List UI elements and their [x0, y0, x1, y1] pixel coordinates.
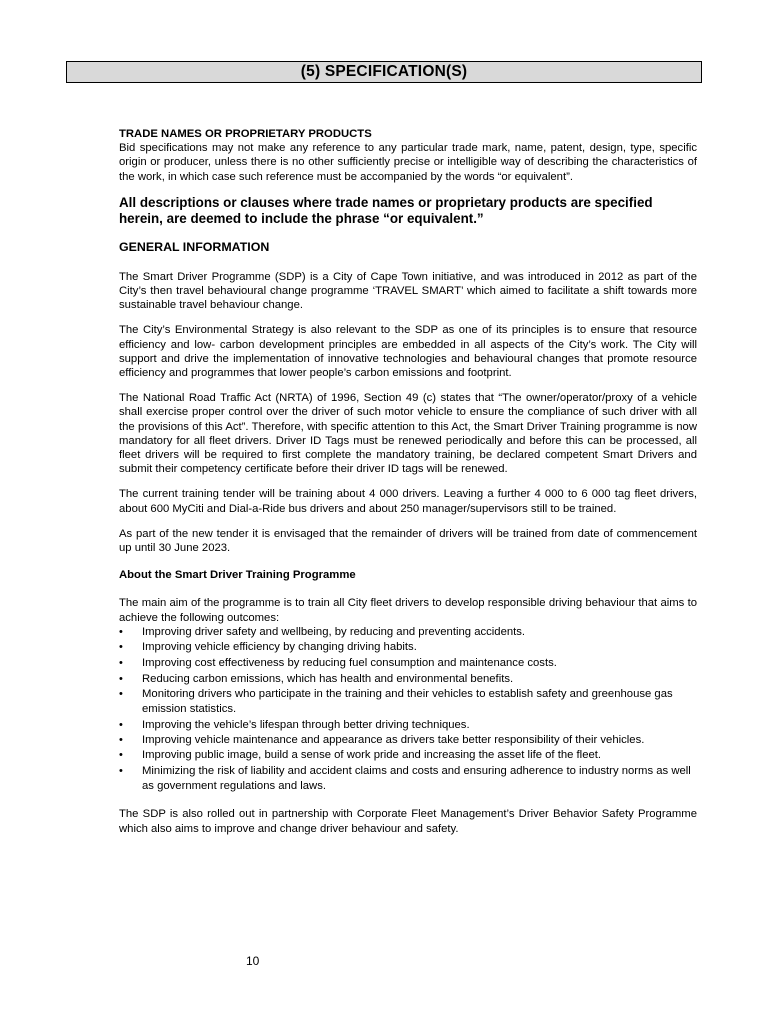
page-number: 10: [246, 954, 260, 968]
list-item: • Minimizing the risk of liability and accident claims and costs and ensuring adherence to industry norms as well as government regulations and laws.: [119, 765, 691, 793]
general-information-heading: GENERAL INFORMATION: [119, 239, 270, 254]
list-item: • Improving public image, build a sense of work pride and increasing the asset life of the fleet.: [119, 748, 697, 764]
list-item: • Reducing carbon emissions, which has health and environmental benefits.: [119, 672, 697, 688]
nrta-paragraph: The National Road Traffic Act (NRTA) of 1996, Section 49 (c) states that “The owner/operator/proxy of a vehicle shall exercise proper control over the driver of such motor vehicle to ensure the compliance of such driver with all the provisions of this Act”. Therefore, with specific attention to this Act, the Smart Driver Training programme is now mandatory for all fleet drivers. Driver ID Tags must be renewed periodically and before this can be processed, all fleet drivers will be required to first complete the mandatory training, be declared competent Smart Drivers and submit their competency certificate before their driver ID tags will be renewed.: [119, 392, 697, 476]
trade-names-body: Bid specifications may not make any reference to any particular trade mark, name, patent, design, type, specific origin or producer, unless there is no other sufficiently precise or intelligible way of describing the characteristics of the work, in which case such reference must be accompanied by the words “or equivalent”.: [119, 142, 697, 183]
bullet-icon: •: [119, 765, 123, 778]
bullet-icon: •: [119, 688, 123, 701]
trade-names-section: [119, 127, 697, 228]
about-programme-section: [119, 568, 697, 836]
about-programme-heading: About the Smart Driver Training Programme: [119, 569, 356, 582]
sdp-introduction-paragraph: The Smart Driver Programme (SDP) is a City of Cape Town initiative, and was introduced in 2012 as part of the City’s then travel behavioural change programme ‘TRAVEL SMART’ which aimed to facilitate a shift towards more sustainable travel behaviour change.: [119, 270, 697, 312]
new-tender-paragraph: As part of the new tender it is envisaged that the remainder of drivers will be trained from date of commencement up until 30 June 2023.: [119, 527, 697, 555]
or-equivalent-statement: All descriptions or clauses where trade names or proprietary products are specified herein, are deemed to include the phrase “or equivalent.”: [119, 194, 653, 227]
bullet-icon: •: [119, 734, 123, 747]
document-body: [119, 127, 697, 836]
bullet-icon: •: [119, 641, 123, 654]
specification-header: [66, 61, 702, 83]
training-tender-paragraph: The current training tender will be training about 4 000 drivers. Leaving a further 4 000 to 6 000 tag fleet drivers, about 600 MyCiti and Dial-a-Ride bus drivers and about 250 manager/supervisors still to be trained.: [119, 488, 697, 515]
list-item: • Monitoring drivers who participate in the training and their vehicles to establish safety and greenhouse gas emission statistics.: [119, 688, 673, 716]
bullet-icon: •: [119, 749, 123, 762]
list-item: • Improving the vehicle’s lifespan through better driving techniques.: [119, 718, 697, 734]
bullet-icon: •: [119, 718, 123, 731]
bullet-icon: •: [119, 672, 123, 685]
environmental-strategy-paragraph: The City’s Environmental Strategy is also relevant to the SDP as one of its principles is to ensure that resource efficiency and low- carbon development principles are embedded in all aspects of the City’s work. The City will support and drive the implementation of innovative technologies and behavioural changes that promote resource efficiency and programmes that lower people’s carbon emissions and footprint.: [119, 324, 697, 380]
sdp-partnership-paragraph: The SDP is also rolled out in partnership with Corporate Fleet Management’s Driver Behavior Safety Programme which also aims to improve and change driver behaviour and safety.: [119, 808, 697, 835]
programme-aim-paragraph: The main aim of the programme is to train all City fleet drivers to develop responsible driving behaviour that aims to achieve the following outcomes:: [119, 597, 697, 624]
bullet-icon: •: [119, 625, 123, 638]
page-title: (5) SPECIFICATION(S): [300, 63, 468, 80]
list-item: • Improving cost effectiveness by reducing fuel consumption and maintenance costs.: [119, 656, 697, 672]
general-information-section: [119, 240, 697, 555]
outcomes-list: [119, 625, 697, 795]
list-item: • Improving vehicle maintenance and appearance as drivers take better responsibility of their vehicles.: [119, 733, 697, 748]
list-item: • Improving driver safety and wellbeing, by reducing and preventing accidents.: [119, 625, 697, 641]
bullet-icon: •: [119, 657, 123, 670]
list-item: • Improving vehicle efficiency by changing driving habits.: [119, 640, 697, 656]
trade-names-heading: TRADE NAMES OR PROPRIETARY PRODUCTS: [119, 128, 372, 140]
